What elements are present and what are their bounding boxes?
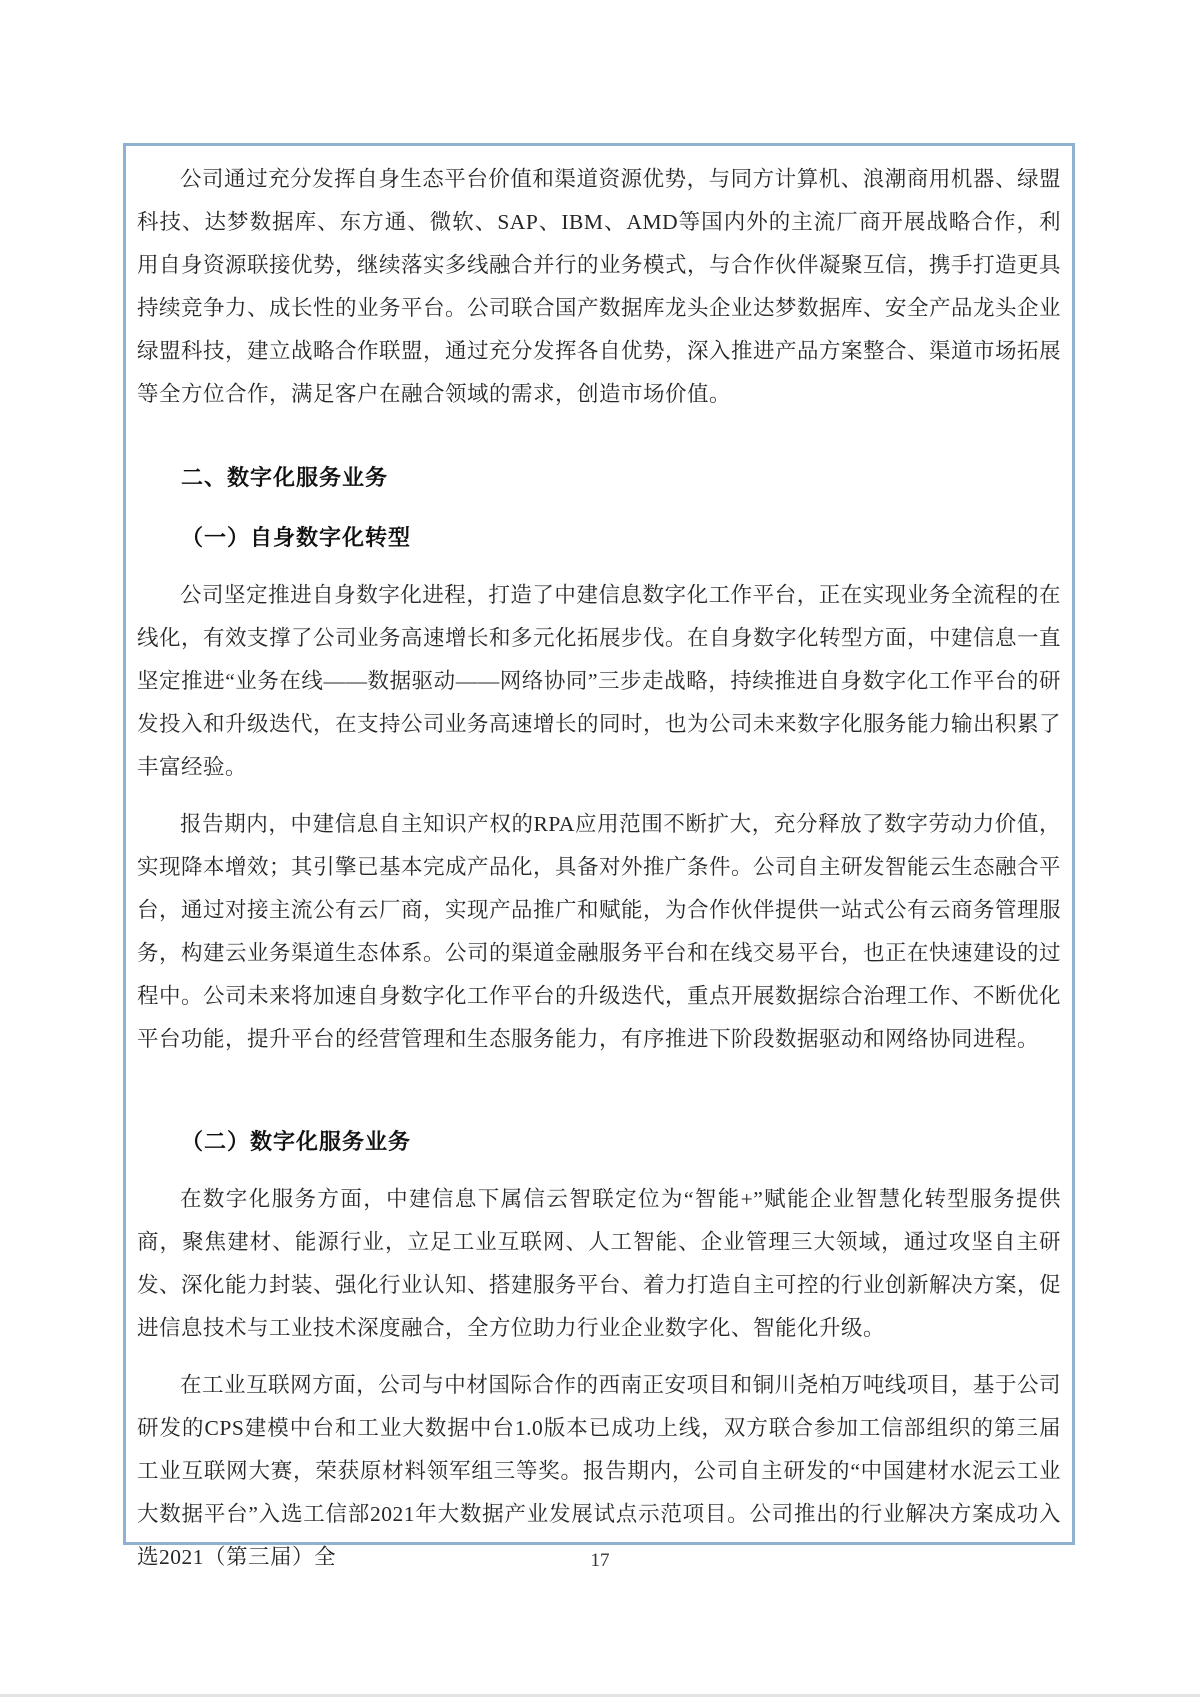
body-paragraph: 在工业互联网方面，公司与中材国际合作的西南正安项目和铜川尧柏万吨线项目，基于公司研发的CPS建模中台和工业大数据中台1.0版本已成功上线，双方联合参加工信部组织的第三届工业互联网大赛，荣获原材料领军组三等奖。报告期内，公司自主研发的“中国建材水泥云工业大数据平台”入选工信部2021年大数据产业发展试点示范项目。公司推出的行业解决方案成功入选2021（第三届）全 <box>137 1373 1061 1569</box>
body-paragraph: 在数字化服务方面，中建信息下属信云智联定位为“智能+”赋能企业智慧化转型服务提供商，聚焦建材、能源行业，立足工业互联网、人工智能、企业管理三大领域，通过攻坚自主研发、深化能力封装、强化行业认知、搭建服务平台、着力打造自主可控的行业创新解决方案，促进信息技术与工业技术深度融合，全方位助力行业企业数字化、智能化升级。 <box>137 1187 1062 1340</box>
section-heading: 二、数字化服务业务 <box>181 465 389 490</box>
body-paragraph: 报告期内，中建信息自主知识产权的RPA应用范围不断扩大，充分释放了数字劳动力价值，实现降本增效；其引擎已基本完成产品化，具备对外推广条件。公司自主研发智能云生态融合平台，通过对接主流公有云厂商，实现产品推广和赋能，为合作伙伴提供一站式公有云商务管理服务，构建云业务渠道生态体系。公司的渠道金融服务平台和在线交易平台，也正在快速建设的过程中。公司未来将加速自身数字化工作平台的升级迭代，重点开展数据综合治理工作、不断优化平台功能，提升平台的经营管理和生态服务能力，有序推进下阶段数据驱动和网络协同进程。 <box>137 812 1062 1051</box>
subsection-heading-1: （一）自身数字化转型 <box>181 525 412 550</box>
subsection-heading-2: （二）数字化服务业务 <box>181 1129 412 1154</box>
page-number: 17 <box>590 1550 610 1571</box>
body-paragraph: 公司通过充分发挥自身生态平台价值和渠道资源优势，与同方计算机、浪潮商用机器、绿盟科技、达梦数据库、东方通、微软、SAP、IBM、AMD等国内外的主流厂商开展战略合作，利用自身资源联接优势，继续落实多线融合并行的业务模式，与合作伙伴凝聚互信，携手打造更具持续竞争力、成长性的业务平台。公司联合国产数据库龙头企业达梦数据库、安全产品龙头企业绿盟科技，建立战略合作联盟，通过充分发挥各自优势，深入推进产品方案整合、渠道市场拓展等全方位合作，满足客户在融合领域的需求，创造市场价值。 <box>137 167 1062 406</box>
body-paragraph: 公司坚定推进自身数字化进程，打造了中建信息数字化工作平台，正在实现业务全流程的在线化，有效支撑了公司业务高速增长和多元化拓展步伐。在自身数字化转型方面，中建信息一直坚定推进“业务在线——数据驱动——网络协同”三步走战略，持续推进自身数字化工作平台的研发投入和升级迭代，在支持公司业务高速增长的同时，也为公司未来数字化服务能力输出积累了丰富经验。 <box>137 583 1062 779</box>
